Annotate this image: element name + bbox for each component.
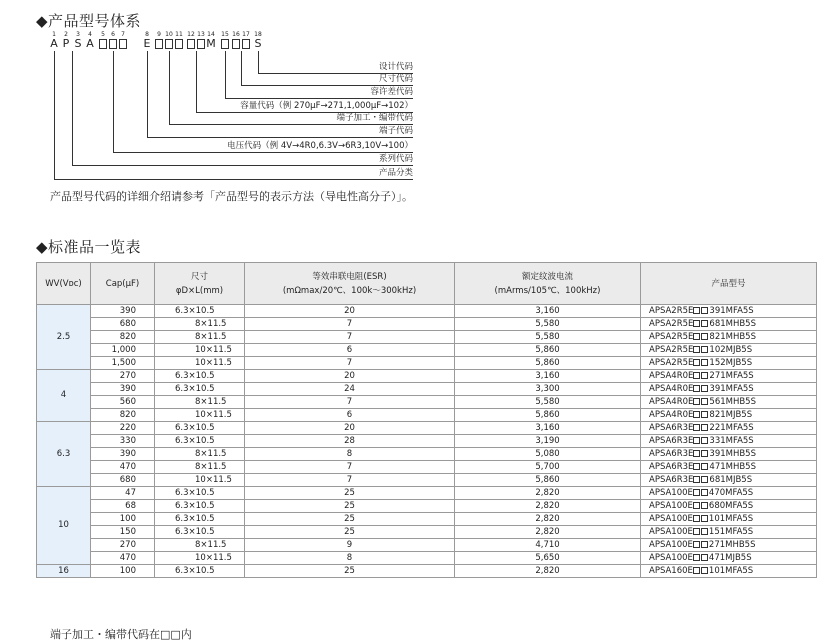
legend-line xyxy=(147,137,413,138)
cell-size: 6.3×10.5 xyxy=(155,513,245,526)
cell-ripple: 5,700 xyxy=(455,461,641,474)
code-box xyxy=(175,39,183,49)
cell-part-number: APSA6R3E 471MHB5S xyxy=(641,461,817,474)
cell-cap: 470 xyxy=(91,552,155,565)
cell-ripple: 3,160 xyxy=(455,422,641,435)
cell-ripple: 5,860 xyxy=(455,409,641,422)
code-box xyxy=(701,411,708,418)
cell-size: 8×11.5 xyxy=(155,539,245,552)
legend-connector xyxy=(196,51,197,112)
legend-item: 容量代码（例 270μF→271,1,000μF→102） xyxy=(240,101,413,111)
cell-size: 8×11.5 xyxy=(155,331,245,344)
table-row xyxy=(37,422,817,435)
cell-ripple: 5,650 xyxy=(455,552,641,565)
cell-esr: 7 xyxy=(245,474,455,487)
code-box xyxy=(109,39,117,49)
position-number: 17 xyxy=(242,31,250,38)
cell-ripple: 5,080 xyxy=(455,448,641,461)
legend-connector xyxy=(258,51,259,73)
cell-esr: 7 xyxy=(245,396,455,409)
cell-size: 6.3×10.5 xyxy=(155,305,245,318)
code-box xyxy=(693,333,700,340)
code-box xyxy=(693,437,700,444)
code-box xyxy=(693,307,700,314)
cell-cap: 330 xyxy=(91,435,155,448)
code-box xyxy=(701,502,708,509)
table-row xyxy=(37,357,817,370)
cell-cap: 390 xyxy=(91,448,155,461)
code-letter: S xyxy=(254,37,262,50)
standard-table xyxy=(36,262,817,578)
code-box xyxy=(693,385,700,392)
code-box xyxy=(99,39,107,49)
legend-connector xyxy=(72,51,73,165)
cell-cap: 68 xyxy=(91,500,155,513)
cell-part-number: APSA4R0E 561MHB5S xyxy=(641,396,817,409)
cell-ripple: 5,860 xyxy=(455,474,641,487)
code-box xyxy=(701,320,708,327)
code-box xyxy=(701,398,708,405)
position-number: 12 xyxy=(187,31,195,38)
cell-esr: 7 xyxy=(245,461,455,474)
legend-connector xyxy=(147,51,148,137)
cell-part-number: APSA6R3E 331MFA5S xyxy=(641,435,817,448)
cell-cap: 820 xyxy=(91,409,155,422)
cell-part-number: APSA4R0E 821MJB5S xyxy=(641,409,817,422)
cell-ripple: 2,820 xyxy=(455,526,641,539)
position-number: 14 xyxy=(207,31,215,38)
header-esr: 等效串联电阻(ESR) (mΩmax/20℃、100k〜300kHz) xyxy=(245,263,455,305)
table-row xyxy=(37,331,817,344)
code-box xyxy=(701,554,708,561)
code-box xyxy=(693,346,700,353)
cell-ripple: 3,190 xyxy=(455,435,641,448)
cell-cap: 820 xyxy=(91,331,155,344)
cell-size: 6.3×10.5 xyxy=(155,500,245,513)
code-box xyxy=(701,528,708,535)
table-row xyxy=(37,474,817,487)
cell-ripple: 3,160 xyxy=(455,305,641,318)
header-size: 尺寸 φD×L(mm) xyxy=(155,263,245,305)
legend-line xyxy=(113,152,413,153)
legend-item: 容许差代码 xyxy=(370,87,413,97)
cell-size: 8×11.5 xyxy=(155,448,245,461)
cell-wv: 2.5 xyxy=(37,305,91,370)
numbering-title: ◆产品型号体系 xyxy=(36,12,142,30)
table-row xyxy=(37,383,817,396)
code-letter: A xyxy=(86,37,94,50)
legend-line xyxy=(54,179,413,180)
cell-wv: 10 xyxy=(37,487,91,565)
cell-size: 6.3×10.5 xyxy=(155,435,245,448)
table-header-row xyxy=(37,263,817,305)
code-box xyxy=(693,528,700,535)
cell-wv: 16 xyxy=(37,565,91,578)
code-letter: M xyxy=(206,37,216,50)
position-number: 16 xyxy=(232,31,240,38)
position-number: 6 xyxy=(111,31,115,38)
code-box xyxy=(701,385,708,392)
cell-part-number: APSA100E 151MFA5S xyxy=(641,526,817,539)
code-box xyxy=(701,450,708,457)
cell-part-number: APSA100E 101MFA5S xyxy=(641,513,817,526)
cell-part-number: APSA2R5E 152MJB5S xyxy=(641,357,817,370)
position-number: 1 xyxy=(52,31,56,38)
table-row xyxy=(37,500,817,513)
cell-esr: 25 xyxy=(245,487,455,500)
header-ripple: 额定纹波电流 (mArms/105℃、100kHz) xyxy=(455,263,641,305)
table-row xyxy=(37,396,817,409)
cell-cap: 100 xyxy=(91,565,155,578)
code-box xyxy=(693,515,700,522)
code-box xyxy=(701,359,708,366)
cell-part-number: APSA100E 471MJB5S xyxy=(641,552,817,565)
code-box xyxy=(693,320,700,327)
cell-cap: 47 xyxy=(91,487,155,500)
cell-esr: 9 xyxy=(245,539,455,552)
code-box xyxy=(701,515,708,522)
cell-size: 6.3×10.5 xyxy=(155,370,245,383)
cell-part-number: APSA2R5E 821MHB5S xyxy=(641,331,817,344)
position-number: 8 xyxy=(145,31,149,38)
table-body xyxy=(37,305,817,578)
legend-line xyxy=(241,85,413,86)
legend-connector xyxy=(225,51,226,98)
code-box xyxy=(187,39,195,49)
code-box xyxy=(165,39,173,49)
cell-size: 8×11.5 xyxy=(155,318,245,331)
legend-item: 系列代码 xyxy=(378,154,413,164)
code-box xyxy=(701,541,708,548)
table-row xyxy=(37,526,817,539)
legend-line xyxy=(72,165,413,166)
cell-part-number: APSA100E 470MFA5S xyxy=(641,487,817,500)
cell-esr: 20 xyxy=(245,305,455,318)
cell-part-number: APSA6R3E 681MJB5S xyxy=(641,474,817,487)
cell-size: 10×11.5 xyxy=(155,474,245,487)
code-box xyxy=(701,307,708,314)
cell-ripple: 4,710 xyxy=(455,539,641,552)
cell-size: 10×11.5 xyxy=(155,552,245,565)
position-number: 10 xyxy=(165,31,173,38)
cell-part-number: APSA100E 680MFA5S xyxy=(641,500,817,513)
cell-ripple: 5,580 xyxy=(455,331,641,344)
header-cap: Cap(μF) xyxy=(91,263,155,305)
position-number: 5 xyxy=(101,31,105,38)
legend-connector xyxy=(113,51,114,152)
code-box xyxy=(221,39,229,49)
code-box xyxy=(693,567,700,574)
code-box xyxy=(197,39,205,49)
cell-cap: 1,000 xyxy=(91,344,155,357)
cell-esr: 25 xyxy=(245,500,455,513)
table-row xyxy=(37,565,817,578)
table-row xyxy=(37,370,817,383)
cell-ripple: 2,820 xyxy=(455,487,641,500)
legend-line xyxy=(225,98,413,99)
code-box xyxy=(701,476,708,483)
table-row xyxy=(37,344,817,357)
cell-cap: 680 xyxy=(91,474,155,487)
code-box xyxy=(242,39,250,49)
table-row xyxy=(37,552,817,565)
cell-cap: 270 xyxy=(91,370,155,383)
cell-size: 6.3×10.5 xyxy=(155,487,245,500)
legend-item: 产品分类 xyxy=(378,168,413,178)
code-box xyxy=(693,476,700,483)
code-box xyxy=(693,411,700,418)
standard-title: ◆标准品一览表 xyxy=(36,238,142,256)
table-row xyxy=(37,318,817,331)
cell-esr: 28 xyxy=(245,435,455,448)
cell-ripple: 5,580 xyxy=(455,396,641,409)
code-letter: P xyxy=(62,37,70,50)
cell-part-number: APSA2R5E 102MJB5S xyxy=(641,344,817,357)
cell-size: 6.3×10.5 xyxy=(155,526,245,539)
cell-size: 6.3×10.5 xyxy=(155,383,245,396)
cell-wv: 4 xyxy=(37,370,91,422)
cell-esr: 8 xyxy=(245,448,455,461)
position-number: 15 xyxy=(221,31,229,38)
code-letter: E xyxy=(143,37,151,50)
cell-esr: 7 xyxy=(245,357,455,370)
table-row xyxy=(37,435,817,448)
cell-ripple: 5,860 xyxy=(455,357,641,370)
position-number: 18 xyxy=(254,31,262,38)
cell-cap: 680 xyxy=(91,318,155,331)
cell-cap: 470 xyxy=(91,461,155,474)
code-letter: S xyxy=(74,37,82,50)
cell-size: 10×11.5 xyxy=(155,409,245,422)
cell-cap: 220 xyxy=(91,422,155,435)
table-row xyxy=(37,539,817,552)
position-number: 9 xyxy=(157,31,161,38)
cell-esr: 25 xyxy=(245,565,455,578)
code-box xyxy=(693,398,700,405)
code-box xyxy=(693,541,700,548)
legend-connector xyxy=(241,51,242,85)
cell-ripple: 2,820 xyxy=(455,513,641,526)
code-box xyxy=(693,424,700,431)
cell-size: 8×11.5 xyxy=(155,396,245,409)
cell-wv: 6.3 xyxy=(37,422,91,487)
code-box xyxy=(701,424,708,431)
header-part: 产品型号 xyxy=(641,263,817,305)
cell-size: 10×11.5 xyxy=(155,344,245,357)
cell-cap: 270 xyxy=(91,539,155,552)
code-box xyxy=(693,450,700,457)
code-box xyxy=(701,463,708,470)
code-box xyxy=(155,39,163,49)
code-box xyxy=(701,489,708,496)
cell-ripple: 3,160 xyxy=(455,370,641,383)
position-number: 7 xyxy=(121,31,125,38)
cell-esr: 25 xyxy=(245,513,455,526)
code-letter: A xyxy=(50,37,58,50)
cell-cap: 1,500 xyxy=(91,357,155,370)
cell-size: 10×11.5 xyxy=(155,357,245,370)
table-row xyxy=(37,461,817,474)
cell-cap: 390 xyxy=(91,383,155,396)
cell-esr: 7 xyxy=(245,331,455,344)
code-box xyxy=(701,567,708,574)
cell-esr: 6 xyxy=(245,409,455,422)
cell-ripple: 2,820 xyxy=(455,500,641,513)
legend-connector xyxy=(169,51,170,124)
legend-line xyxy=(169,124,413,125)
legend-item: 端子代码 xyxy=(378,126,413,136)
legend-connector xyxy=(54,51,55,179)
cell-esr: 20 xyxy=(245,422,455,435)
code-box xyxy=(693,359,700,366)
cell-esr: 20 xyxy=(245,370,455,383)
table-row xyxy=(37,448,817,461)
cell-ripple: 2,820 xyxy=(455,565,641,578)
table-row xyxy=(37,513,817,526)
code-box xyxy=(119,39,127,49)
table-row xyxy=(37,305,817,318)
cell-cap: 560 xyxy=(91,396,155,409)
cell-part-number: APSA6R3E 221MFA5S xyxy=(641,422,817,435)
cell-esr: 25 xyxy=(245,526,455,539)
cell-part-number: APSA100E 271MHB5S xyxy=(641,539,817,552)
position-number: 11 xyxy=(175,31,183,38)
code-box xyxy=(701,372,708,379)
cell-part-number: APSA2R5E 391MFA5S xyxy=(641,305,817,318)
table-row xyxy=(37,487,817,500)
cell-ripple: 5,580 xyxy=(455,318,641,331)
cell-esr: 6 xyxy=(245,344,455,357)
code-box xyxy=(693,463,700,470)
code-box xyxy=(693,489,700,496)
cell-cap: 390 xyxy=(91,305,155,318)
legend-item: 电压代码（例 4V→4R0,6.3V→6R3,10V→100） xyxy=(227,141,413,151)
code-box xyxy=(701,346,708,353)
table-footnote: 端子加工・编带代码在□□内 xyxy=(50,628,192,641)
code-box xyxy=(701,437,708,444)
cell-ripple: 3,300 xyxy=(455,383,641,396)
cell-cap: 150 xyxy=(91,526,155,539)
header-wv: WV(Vᴅᴄ) xyxy=(37,263,91,305)
cell-cap: 100 xyxy=(91,513,155,526)
cell-esr: 8 xyxy=(245,552,455,565)
code-box xyxy=(693,372,700,379)
code-box xyxy=(693,502,700,509)
position-number: 13 xyxy=(197,31,205,38)
cell-esr: 7 xyxy=(245,318,455,331)
cell-part-number: APSA6R3E 391MHB5S xyxy=(641,448,817,461)
cell-size: 6.3×10.5 xyxy=(155,565,245,578)
cell-ripple: 5,860 xyxy=(455,344,641,357)
table-row xyxy=(37,409,817,422)
cell-size: 8×11.5 xyxy=(155,461,245,474)
code-box xyxy=(693,554,700,561)
cell-size: 6.3×10.5 xyxy=(155,422,245,435)
cell-part-number: APSA4R0E 391MFA5S xyxy=(641,383,817,396)
legend-item: 端子加工・编带代码 xyxy=(336,113,413,123)
legend-item: 尺寸代码 xyxy=(378,74,413,84)
cell-part-number: APSA4R0E 271MFA5S xyxy=(641,370,817,383)
position-number: 3 xyxy=(76,31,80,38)
position-number: 4 xyxy=(88,31,92,38)
code-box xyxy=(232,39,240,49)
numbering-note: 产品型号代码的详细介绍请参考「产品型号的表示方法（导电性高分子）」。 xyxy=(50,190,413,203)
position-number: 2 xyxy=(64,31,68,38)
cell-part-number: APSA160E 101MFA5S xyxy=(641,565,817,578)
cell-esr: 24 xyxy=(245,383,455,396)
code-box xyxy=(701,333,708,340)
legend-item: 设计代码 xyxy=(378,62,413,72)
cell-part-number: APSA2R5E 681MHB5S xyxy=(641,318,817,331)
